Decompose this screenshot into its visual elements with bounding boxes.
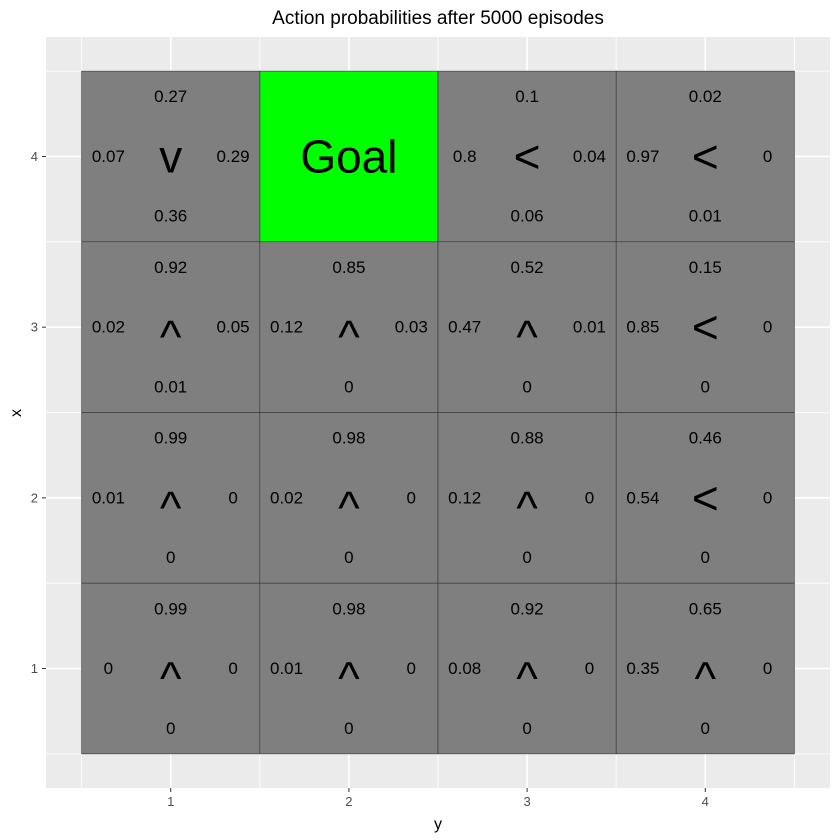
prob-down-label: 0.01 bbox=[154, 377, 188, 397]
prob-down-label: 0.01 bbox=[688, 206, 722, 226]
policy-arrow: ^ bbox=[159, 311, 182, 364]
prob-down-label: 0 bbox=[700, 548, 711, 568]
prob-left-label: 0.85 bbox=[626, 317, 660, 337]
prob-down-label: 0 bbox=[522, 718, 532, 738]
policy-arrow: < bbox=[691, 130, 719, 183]
policy-arrow: ^ bbox=[338, 652, 360, 705]
x-axis-tick-label: 2 bbox=[345, 794, 353, 809]
y-axis-title: x bbox=[8, 409, 25, 417]
prob-down-label: 0 bbox=[700, 377, 711, 397]
prob-right-label: 0 bbox=[762, 146, 773, 166]
prob-down-label: 0 bbox=[522, 548, 532, 568]
prob-up-label: 0.92 bbox=[154, 257, 188, 277]
prob-up-label: 0.85 bbox=[332, 257, 366, 277]
x-axis-tick-label: 4 bbox=[701, 794, 709, 809]
prob-right-label: 0 bbox=[762, 488, 773, 508]
policy-arrow: < bbox=[691, 301, 719, 354]
policy-arrow: ^ bbox=[338, 311, 360, 364]
policy-arrow: ^ bbox=[694, 652, 717, 705]
prob-down-label: 0 bbox=[344, 718, 354, 738]
policy-arrow: < bbox=[513, 130, 541, 183]
prob-left-label: 0.97 bbox=[626, 146, 660, 166]
prob-left-label: 0.12 bbox=[269, 317, 304, 337]
prob-left-label: 0.35 bbox=[626, 659, 660, 679]
prob-up-label: 0.52 bbox=[510, 257, 544, 277]
prob-up-label: 0.98 bbox=[332, 599, 366, 619]
prob-up-label: 0.65 bbox=[688, 599, 722, 619]
prob-right-label: 0.01 bbox=[572, 317, 607, 337]
prob-up-label: 0.88 bbox=[510, 428, 544, 448]
prob-left-label: 0.12 bbox=[448, 488, 482, 508]
prob-up-label: 0.99 bbox=[154, 599, 188, 619]
x-axis-title: y bbox=[434, 816, 442, 833]
prob-right-label: 0 bbox=[762, 317, 773, 337]
prob-left-label: 0.02 bbox=[91, 317, 125, 337]
prob-right-label: 0 bbox=[584, 488, 595, 508]
grid-cells bbox=[82, 71, 795, 754]
prob-left-label: 0.02 bbox=[269, 488, 304, 508]
prob-left-label: 0.08 bbox=[448, 659, 482, 679]
prob-down-label: 0.36 bbox=[154, 206, 188, 226]
policy-arrow: ^ bbox=[516, 481, 538, 534]
prob-up-label: 0.27 bbox=[154, 87, 188, 107]
prob-down-label: 0 bbox=[344, 548, 354, 568]
y-axis-tick-label: 2 bbox=[30, 490, 38, 506]
prob-down-label: 0 bbox=[344, 377, 354, 397]
policy-arrow: v bbox=[159, 130, 183, 183]
prob-right-label: 0 bbox=[584, 659, 595, 679]
prob-left-label: 0.01 bbox=[269, 659, 304, 679]
prob-up-label: 0.98 bbox=[332, 428, 366, 448]
policy-arrow: ^ bbox=[159, 652, 182, 705]
policy-arrow: ^ bbox=[159, 481, 182, 534]
prob-down-label: 0 bbox=[165, 718, 176, 738]
prob-right-label: 0.03 bbox=[394, 317, 428, 337]
prob-left-label: 0.8 bbox=[452, 146, 477, 166]
prob-left-label: 0.47 bbox=[448, 317, 482, 337]
y-axis-tick-label: 4 bbox=[30, 148, 38, 164]
prob-up-label: 0.1 bbox=[515, 87, 539, 107]
prob-right-label: 0 bbox=[762, 659, 773, 679]
prob-right-label: 0.29 bbox=[216, 146, 250, 166]
prob-left-label: 0.07 bbox=[91, 146, 125, 166]
prob-up-label: 0.99 bbox=[154, 428, 188, 448]
y-axis-tick-label: 3 bbox=[30, 319, 38, 335]
prob-up-label: 0.46 bbox=[688, 428, 722, 448]
prob-up-label: 0.02 bbox=[688, 87, 722, 107]
prob-right-label: 0 bbox=[228, 659, 238, 679]
goal-label: Goal bbox=[300, 130, 398, 183]
prob-right-label: 0 bbox=[406, 659, 417, 679]
prob-right-label: 0 bbox=[406, 488, 417, 508]
prob-down-label: 0 bbox=[522, 377, 532, 397]
prob-right-label: 0 bbox=[228, 488, 238, 508]
prob-right-label: 0.05 bbox=[216, 317, 250, 337]
policy-arrow: < bbox=[691, 471, 719, 524]
prob-up-label: 0.92 bbox=[510, 599, 544, 619]
prob-down-label: 0.06 bbox=[510, 206, 544, 226]
prob-left-label: 0 bbox=[103, 659, 114, 679]
prob-down-label: 0 bbox=[700, 718, 711, 738]
x-axis-tick-label: 1 bbox=[167, 794, 175, 809]
policy-arrow: ^ bbox=[516, 311, 538, 364]
prob-left-label: 0.01 bbox=[91, 488, 125, 508]
policy-arrow: ^ bbox=[338, 481, 360, 534]
y-axis-tick-label: 1 bbox=[30, 661, 38, 677]
policy-arrow: ^ bbox=[516, 652, 538, 705]
chart-title: Action probabilities after 5000 episodes bbox=[272, 8, 604, 29]
prob-down-label: 0 bbox=[165, 548, 176, 568]
x-axis-tick-label: 3 bbox=[523, 794, 531, 809]
prob-up-label: 0.15 bbox=[688, 257, 722, 277]
prob-right-label: 0.04 bbox=[572, 146, 607, 166]
prob-left-label: 0.54 bbox=[626, 488, 660, 508]
